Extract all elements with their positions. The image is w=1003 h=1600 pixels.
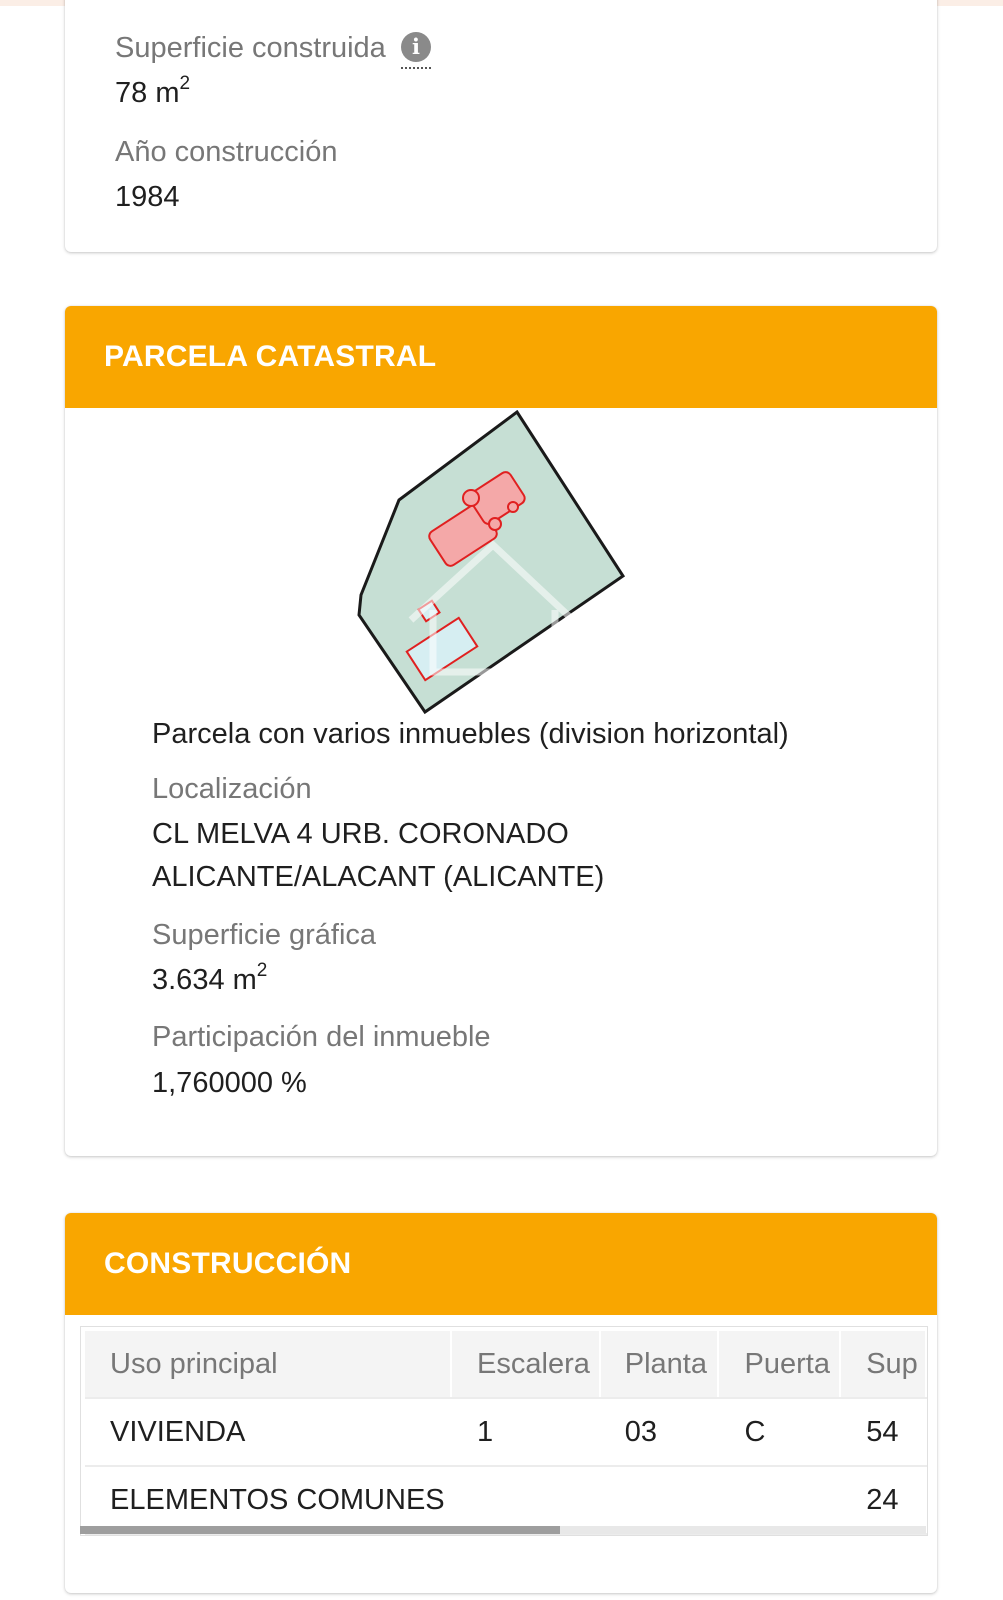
parcela-title: PARCELA CATASTRAL bbox=[104, 340, 437, 373]
cell-puerta: C bbox=[718, 1398, 841, 1466]
table-scrollbar-thumb[interactable] bbox=[80, 1526, 560, 1534]
table-row bbox=[85, 1466, 926, 1534]
col-planta: Planta bbox=[600, 1331, 718, 1398]
cell-planta: 03 bbox=[600, 1398, 718, 1466]
table-row bbox=[85, 1398, 926, 1466]
superficie-grafica-label: Superficie gráfica bbox=[152, 919, 377, 951]
parcela-header bbox=[65, 306, 937, 408]
construccion-title: CONSTRUCCIÓN bbox=[104, 1247, 352, 1280]
localizacion-label: Localización bbox=[152, 773, 312, 805]
cell-superficie: 24 bbox=[840, 1466, 926, 1534]
parcel-shape bbox=[359, 412, 623, 712]
participacion-label: Participación del inmueble bbox=[152, 1021, 491, 1053]
col-escalera: Escalera bbox=[451, 1331, 600, 1398]
localizacion-line2: ALICANTE/ALACANT (ALICANTE) bbox=[152, 861, 605, 893]
superficie-grafica-value: 3.634 $m^2$ bbox=[152, 960, 268, 996]
participacion-value: 1,760000 % bbox=[152, 1067, 307, 1099]
col-puerta: Puerta bbox=[718, 1331, 841, 1398]
anio-construccion-value: 1984 bbox=[115, 181, 180, 213]
cell-escalera bbox=[451, 1466, 600, 1534]
localizacion-line1: CL MELVA 4 URB. CORONADO bbox=[152, 818, 569, 850]
superficie-construida-value: 78 $m^2$ bbox=[115, 73, 191, 109]
anio-construccion-label: Año construcción bbox=[115, 136, 338, 168]
construccion-table bbox=[85, 1331, 927, 1535]
info-icon[interactable]: i bbox=[401, 32, 431, 62]
cell-escalera: 1 bbox=[451, 1398, 600, 1466]
construccion-table-container[interactable] bbox=[80, 1326, 928, 1536]
cell-planta bbox=[600, 1466, 718, 1534]
cell-uso: VIVIENDA bbox=[85, 1398, 451, 1466]
info-underline bbox=[401, 67, 431, 69]
parcel-map bbox=[355, 410, 635, 720]
col-superficie: Sup bbox=[840, 1331, 926, 1398]
cell-puerta bbox=[718, 1466, 841, 1534]
cell-uso: ELEMENTOS COMUNES bbox=[85, 1466, 451, 1534]
parcela-descripcion: Parcela con varios inmuebles (division horizontal) bbox=[152, 718, 789, 750]
construccion-header bbox=[65, 1213, 937, 1315]
cell-superficie: 54 bbox=[840, 1398, 926, 1466]
superficie-construida-label: Superficie construida bbox=[115, 32, 386, 64]
table-header-row bbox=[85, 1331, 926, 1398]
col-uso-principal: Uso principal bbox=[85, 1331, 451, 1398]
